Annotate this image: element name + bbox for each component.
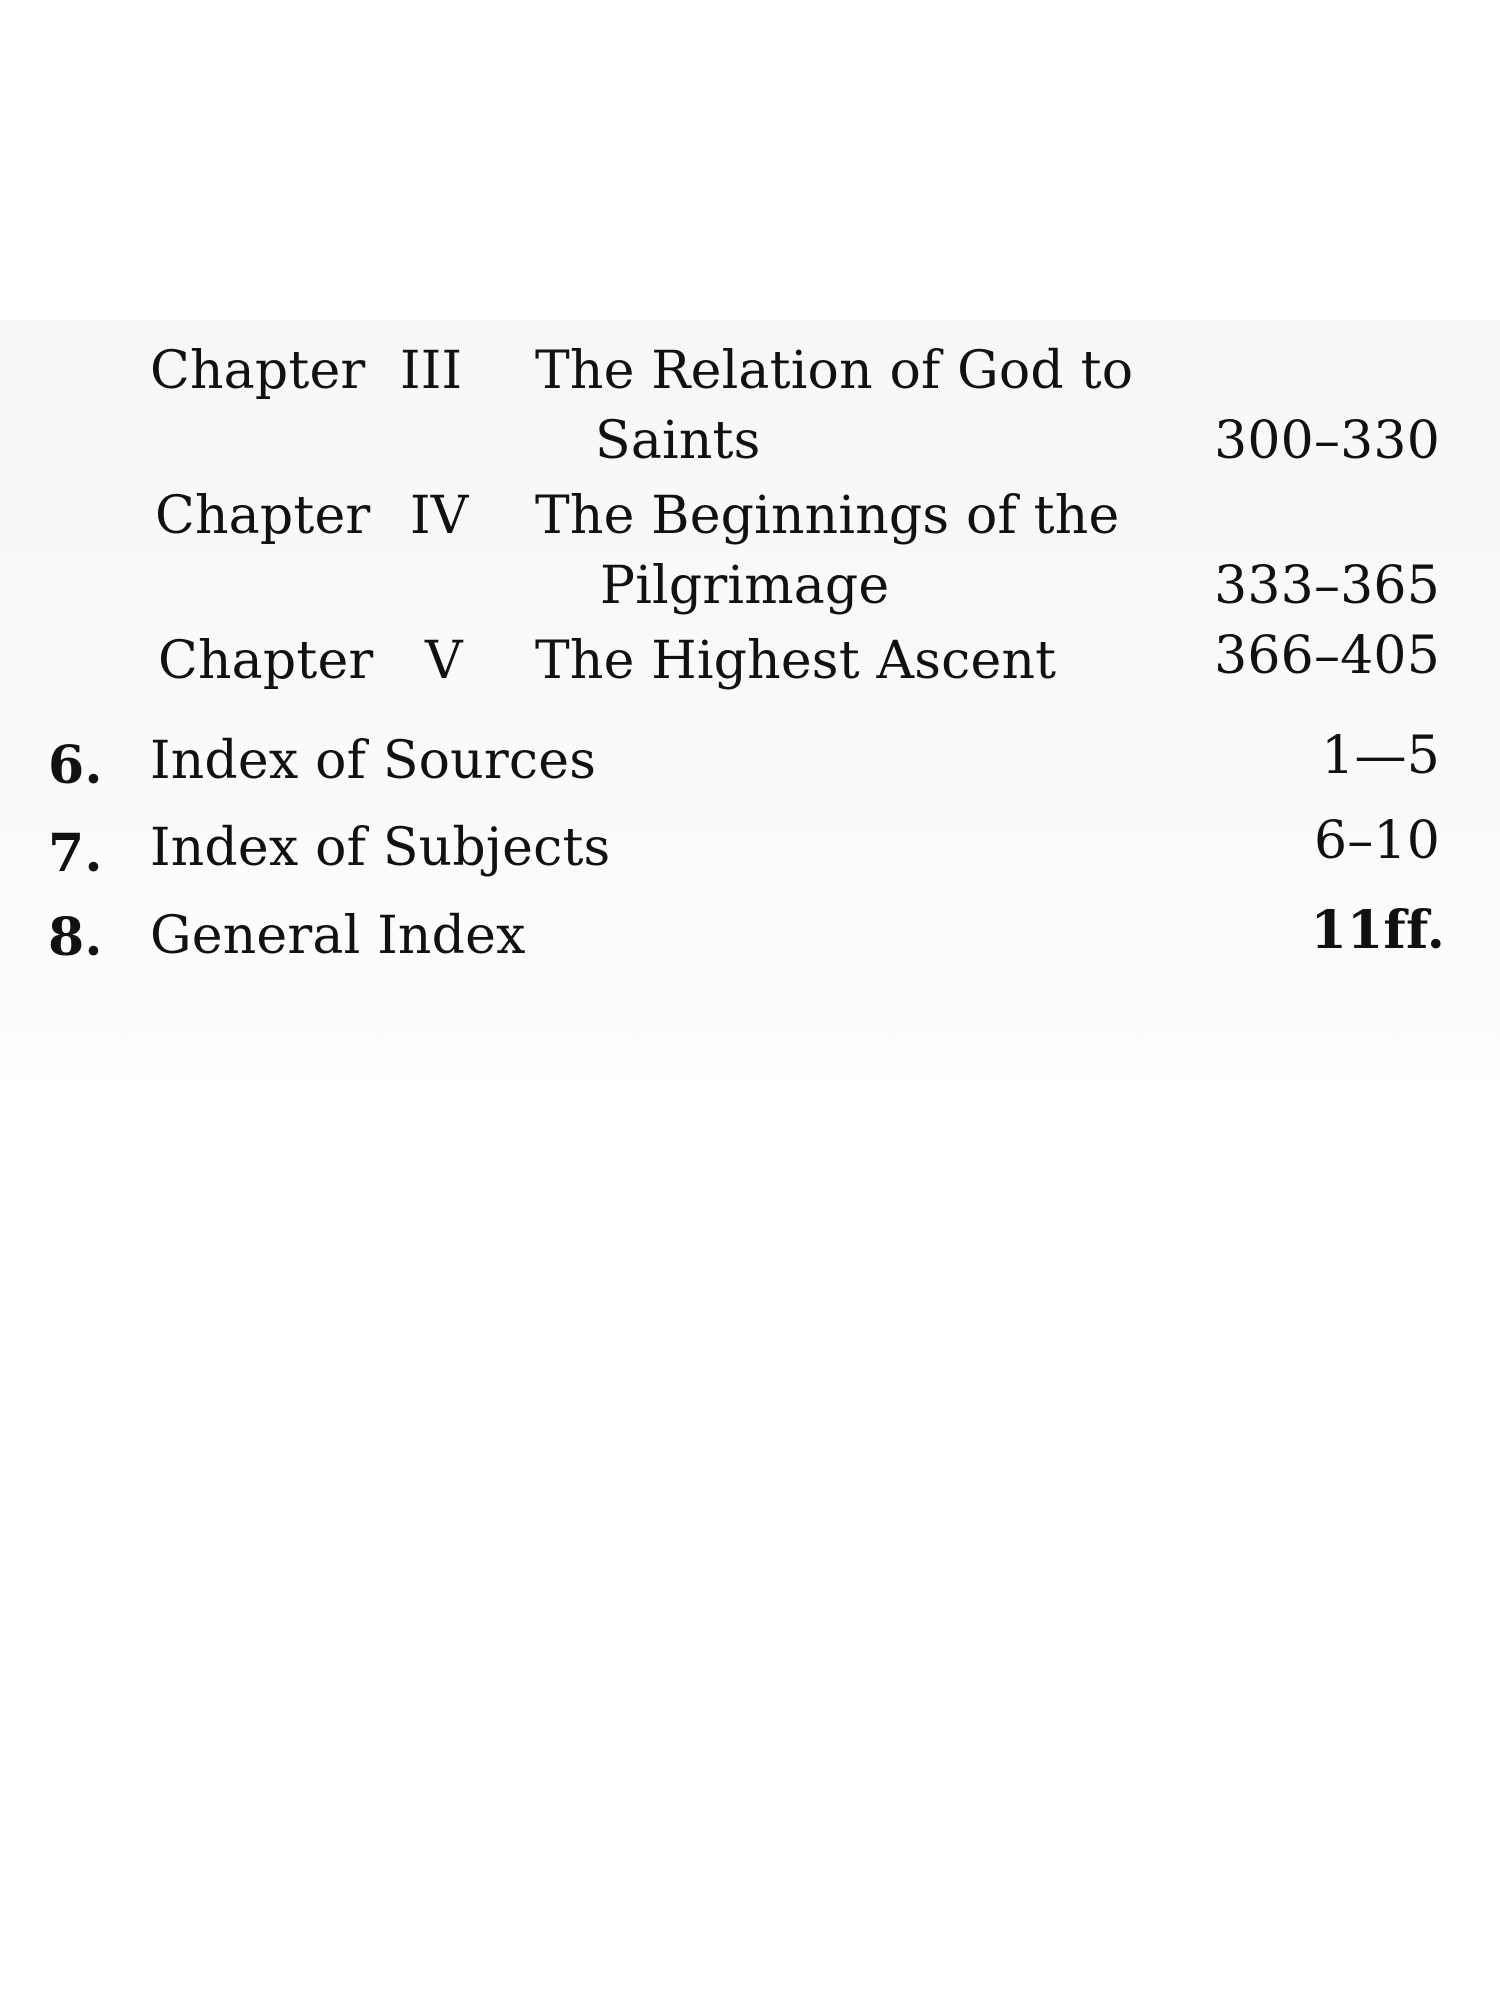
entry-number: 7. [48,823,103,884]
chapter-title-continued: Pilgrimage [600,556,890,616]
chapter-title: The Relation of God to [535,341,1134,401]
chapter-title: The Beginnings of the [535,486,1120,546]
chapter-title: The Highest Ascent [535,631,1057,691]
entry-number: 8. [48,907,103,968]
chapter-numeral: IV [410,486,469,546]
entry-title: General Index [150,906,526,966]
chapter-numeral: V [425,631,463,691]
entry-number: 6. [48,735,103,796]
chapter-numeral: III [400,341,463,401]
chapter-label: Chapter [158,631,374,691]
chapter-page-range: 366–405 [1214,626,1440,686]
chapter-title-continued: Saints [595,411,761,471]
chapter-label: Chapter [150,341,366,401]
entry-page-range: 6–10 [1313,811,1440,871]
chapter-label: Chapter [155,486,371,546]
chapter-page-range: 300–330 [1214,411,1440,471]
entry-page-range: 1—5 [1321,726,1440,786]
chapter-page-range: 333–365 [1214,556,1440,616]
entry-page-range: 11ff. [1310,900,1445,961]
entry-title: Index of Sources [150,731,597,791]
entry-title: Index of Subjects [150,818,611,878]
